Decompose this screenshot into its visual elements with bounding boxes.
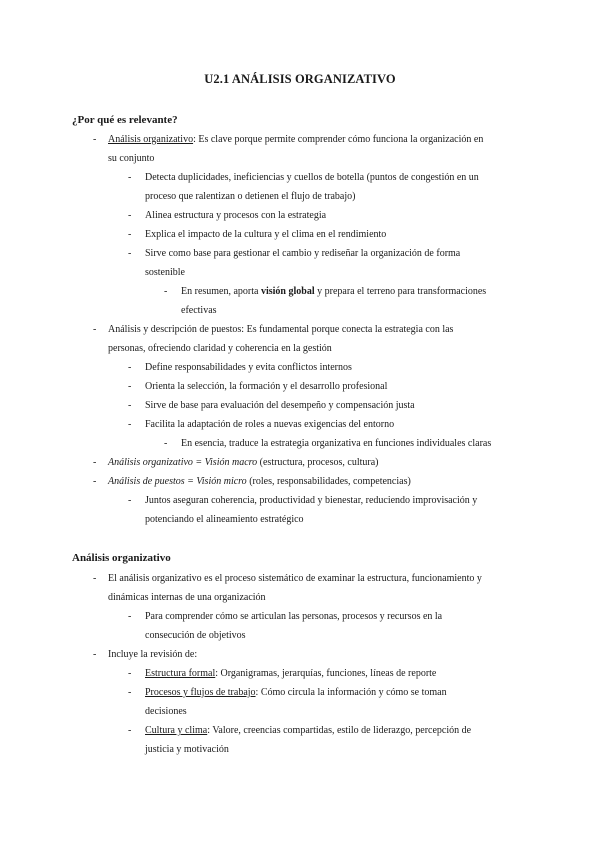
bullet-dash: - — [93, 134, 97, 145]
sub-list-item: Define responsabilidades y evita conflictos internos — [145, 362, 352, 373]
sub-list-item-continuation: proceso que ralentizan o detienen el flujo de trabajo) — [145, 191, 356, 202]
sub-list-item-continuation: consecución de objetivos — [145, 630, 246, 641]
sub-list-item: Juntos aseguran coherencia, productividad y bienestar, reduciendo improvisación y — [145, 495, 478, 506]
section-heading-relevance: ¿Por qué es relevante? — [72, 114, 178, 126]
sub-list-item: Alinea estructura y procesos con la estrategia — [145, 210, 327, 221]
sub-list-item-continuation: decisiones — [145, 706, 187, 717]
page-title: U2.1 ANÁLISIS ORGANIZATIVO — [204, 72, 396, 86]
bullet-dash: - — [128, 248, 132, 259]
bullet-dash: - — [128, 495, 132, 506]
sub-list-item: Procesos y flujos de trabajo: Cómo circula la información y cómo se toman — [145, 687, 447, 698]
bullet-dash: - — [128, 668, 132, 679]
sub-list-item: Sirve de base para evaluación del desempeño y compensación justa — [145, 400, 415, 411]
bullet-dash: - — [93, 649, 97, 660]
bullet-dash: - — [128, 172, 132, 183]
sub-list-item: Facilita la adaptación de roles a nuevas exigencias del entorno — [145, 419, 395, 430]
sub-list-item: Orienta la selección, la formación y el desarrollo profesional — [145, 381, 388, 392]
list-item: El análisis organizativo es el proceso sistemático de examinar la estructura, funcionamiento y — [108, 573, 482, 584]
list-item-continuation: dinámicas internas de una organización — [108, 592, 266, 603]
sub-list-item: Para comprender cómo se articulan las personas, procesos y recursos en la — [145, 611, 443, 622]
macro-label: Análisis organizativo = Visión macro — [108, 457, 258, 468]
bullet-dash: - — [93, 573, 97, 584]
list-item: Análisis organizativo = Visión macro (estructura, procesos, cultura) — [108, 457, 379, 468]
bullet-dash: - — [128, 400, 132, 411]
bullet-dash: - — [128, 362, 132, 373]
sub-list-item: Cultura y clima: Valore, creencias compartidas, estilo de liderazgo, percepción de — [145, 725, 472, 736]
section-heading-analisis: Análisis organizativo — [72, 552, 171, 564]
sub-list-item: Explica el impacto de la cultura y el clima en el rendimiento — [145, 229, 387, 240]
bullet-dash: - — [128, 229, 132, 240]
sub-list-item: Sirve como base para gestionar el cambio y rediseñar la organización de forma — [145, 248, 461, 259]
term-analisis-organizativo: Análisis organizativo — [108, 134, 194, 145]
list-item: Análisis y descripción de puestos: Es fundamental porque conecta la estrategia con las — [108, 324, 454, 335]
list-item: Análisis de puestos = Visión micro (roles, responsabilidades, competencias) — [108, 476, 411, 487]
bullet-dash: - — [93, 324, 97, 335]
emphasis-vision-global: visión global — [260, 286, 315, 297]
bullet-dash: - — [93, 476, 97, 487]
sub-list-item: Detecta duplicidades, ineficiencias y cuellos de botella (puntos de congestión en un — [145, 172, 479, 183]
term-procesos-flujos: Procesos y flujos de trabajo — [145, 687, 256, 698]
list-item: Incluye la revisión de: — [108, 649, 198, 660]
sub-list-item-continuation: justicia y motivación — [145, 744, 229, 755]
bullet-dash: - — [93, 457, 97, 468]
bullet-dash: - — [128, 381, 132, 392]
sub-list-item-continuation: potenciando el alineamiento estratégico — [145, 514, 304, 525]
bullet-dash: - — [128, 725, 132, 736]
bullet-dash: - — [128, 687, 132, 698]
bullet-dash: - — [128, 210, 132, 221]
bullet-dash: - — [164, 438, 168, 449]
summary-item-continuation: efectivas — [181, 305, 217, 316]
list-item-continuation: su conjunto — [108, 153, 155, 164]
term-cultura-clima: Cultura y clima — [145, 725, 208, 736]
sub-list-item-continuation: sostenible — [145, 267, 185, 278]
summary-item: En resumen, aporta visión global y prepara el terreno para transformaciones — [181, 286, 487, 297]
sub-list-item: Estructura formal: Organigramas, jerarquías, funciones, líneas de reporte — [145, 668, 437, 679]
bullet-dash: - — [128, 419, 132, 430]
bullet-dash: - — [164, 286, 168, 297]
bullet-dash: - — [128, 611, 132, 622]
list-item-continuation: personas, ofreciendo claridad y coherencia en la gestión — [108, 343, 332, 354]
list-item: Análisis organizativo: Es clave porque permite comprender cómo funciona la organización en — [108, 134, 484, 145]
micro-label: Análisis de puestos = Visión micro — [108, 476, 247, 487]
summary-item: En esencia, traduce la estrategia organizativa en funciones individuales claras — [181, 438, 492, 449]
term-estructura-formal: Estructura formal — [145, 668, 216, 679]
